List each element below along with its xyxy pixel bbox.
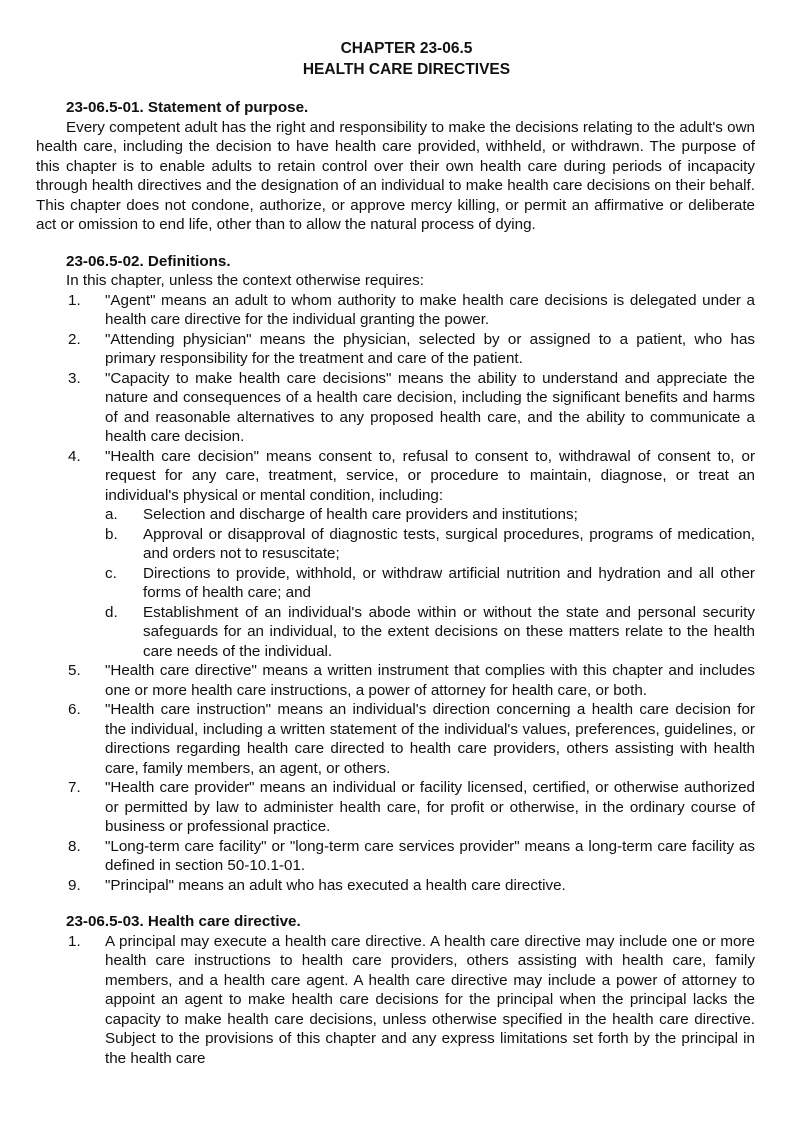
section-lead: In this chapter, unless the context otherwise requires: — [66, 272, 424, 289]
item-number: 7. — [68, 779, 81, 796]
definition-item — [36, 837, 755, 876]
sub-item — [105, 525, 755, 564]
item-text: "Health care instruction" means an individual's direction concerning a health care decision for the individual, including a written statement of the individual's values, preferences, guidelines, or directions regarding health care directed to health care providers, others assisting with health care, family members, an agent, or others. — [105, 701, 755, 777]
item-number: 1. — [68, 291, 81, 309]
chapter-title: HEALTH CARE DIRECTIVES — [302, 61, 511, 78]
item-text: "Attending physician" means the physician, selected by or assigned to a patient, who has primary responsibility for the treatment and care of the patient. — [105, 330, 755, 367]
item-number: 5. — [68, 662, 81, 679]
definition-item — [36, 447, 755, 662]
item-text: "Agent" means an adult to whom authority to make health care decisions is delegated under a health care directive for the individual granting the power. — [105, 291, 755, 328]
definition-item — [36, 330, 755, 369]
item-text: "Health care provider" means an individual or facility licensed, certified, or otherwise authorized or permitted by law to administer health care, for profit or otherwise, in the ordinary course of business or professional practice. — [105, 779, 755, 835]
section-heading: 23-06.5-01. Statement of purpose. — [66, 99, 309, 116]
document-page — [36, 38, 755, 1068]
item-text: "Principal" means an adult who has executed a health care directive. — [105, 876, 566, 894]
sub-item-text: Approval or disapproval of diagnostic tests, surgical procedures, programs of medication, and orders not to resuscitate; — [143, 525, 755, 562]
section-body: Every competent adult has the right and responsibility to make the decisions relating to the adult's own health care, including the decision to have health care provided, withheld, or withdrawn. The purpose of this chapter is to enable adults to retain control over their own health care during periods of incapacity through health directives and the designation of an individual to make health care decisions on their behalf. This chapter does not condone, authorize, or approve mercy killing, or permit an affirmative or deliberate act or omission to end life, other than to allow the natural process of dying. — [36, 118, 755, 233]
item-body — [105, 447, 755, 662]
definition-item — [36, 661, 755, 700]
sub-item — [105, 505, 755, 525]
sub-item — [105, 564, 755, 603]
sub-item-letter: d. — [105, 603, 118, 621]
item-number: 3. — [68, 369, 81, 387]
item-text: "Capacity to make health care decisions" means the ability to understand and appreciate the nature and consequences of a health care decision, including the significant benefits and harms of and reasonable alternatives to any proposed health care, and the ability to communicate a health care decision. — [105, 369, 755, 445]
item-number: 2. — [68, 330, 81, 348]
item-text: "Long-term care facility" or "long-term care services provider" means a long-term care facility as defined in section 50-10.1-01. — [105, 837, 755, 874]
definition-item — [36, 876, 755, 896]
sub-item-letter: a. — [105, 506, 118, 523]
section-heading: 23-06.5-02. Definitions. — [66, 252, 231, 270]
sub-item-text: Establishment of an individual's abode within or without the state and personal security safeguards for an individual, to the extent decisions on these matters relate to the health care needs of the individual. — [143, 603, 755, 660]
section-definitions — [36, 252, 755, 896]
item-text: "Health care directive" means a written instrument that complies with this chapter and includes one or more health care instructions, a power of attorney for health care, or both. — [105, 662, 755, 699]
definition-item — [36, 778, 755, 837]
sub-item-text: Selection and discharge of health care providers and institutions; — [143, 506, 578, 523]
section-health-care-directive — [36, 912, 755, 1068]
sub-item-letter: c. — [105, 564, 117, 582]
directive-item — [36, 932, 755, 1069]
definition-item — [36, 700, 755, 778]
section-heading: 23-06.5-03. Health care directive. — [66, 913, 301, 930]
item-number: 1. — [68, 932, 81, 950]
item-number: 6. — [68, 701, 81, 718]
item-number: 9. — [68, 876, 81, 894]
item-number: 8. — [68, 837, 81, 855]
sub-item-text: Directions to provide, withhold, or withdraw artificial nutrition and hydration and all other forms of health care; and — [143, 564, 755, 601]
definition-item — [36, 369, 755, 447]
section-statement-of-purpose — [36, 98, 755, 235]
item-number: 4. — [68, 447, 81, 465]
sub-item-letter: b. — [105, 525, 118, 543]
sub-item — [105, 603, 755, 662]
item-text: A principal may execute a health care directive. A health care directive may include one or more health care instructions to health care providers, others assisting with health care, family members, and a health care agent. A health care directive may include a power of attorney to appoint an agent to make health care decisions for the principal when the principal lacks the capacity to make health care decisions, unless otherwise specified in the health care directive. Subject to the provisions of this chapter and any express limitations set forth by the principal in the health care — [105, 932, 755, 1067]
item-text: "Health care decision" means consent to, refusal to consent to, withdrawal of consent to, or request for any care, treatment, service, or procedure to maintain, diagnose, or treat an individual's physical or mental condition, including: — [105, 447, 755, 504]
chapter-number: CHAPTER 23-06.5 — [340, 40, 473, 57]
definition-item — [36, 291, 755, 330]
